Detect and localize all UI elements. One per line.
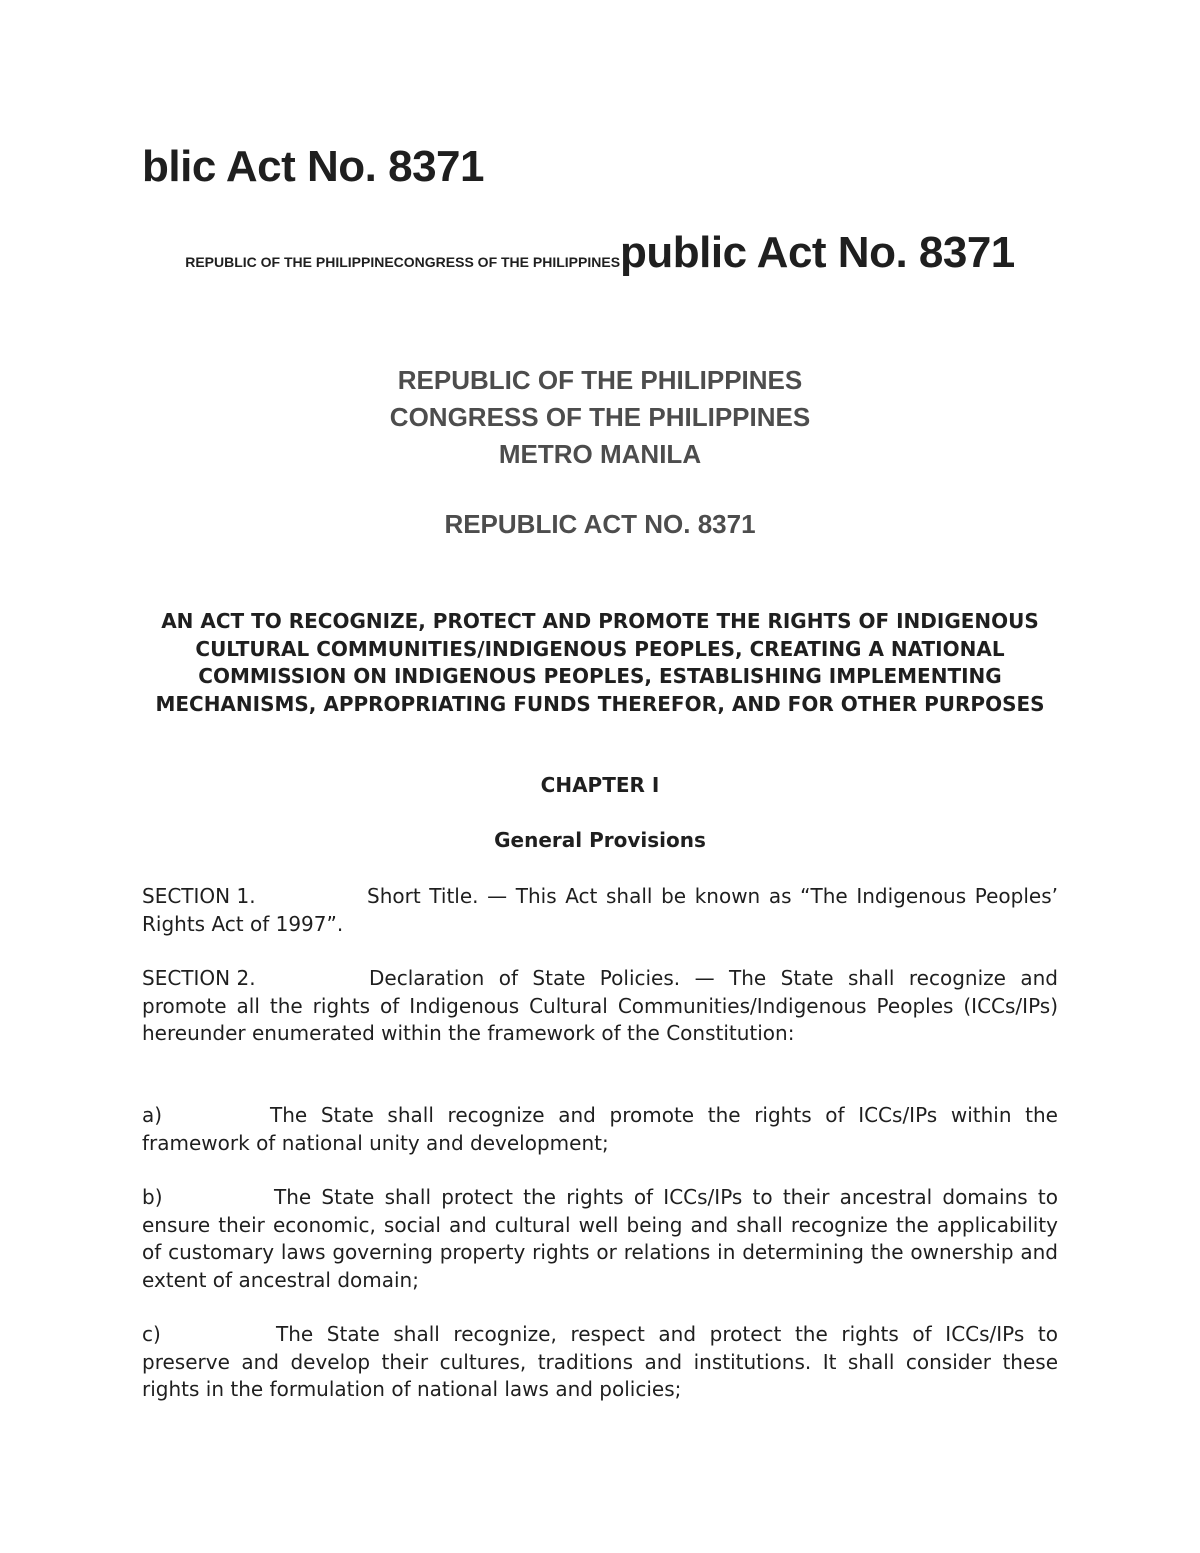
item-text: The State shall recognize and promote the rights of ICCs/IPs within the framework of national unity and development; [142,1103,1058,1155]
policy-item-a [142,1102,1058,1157]
government-block [142,362,1058,473]
policy-item-b [142,1184,1058,1294]
section-text: Short Title. — This Act shall be known as “The Indigenous Peoples’ Rights Act of 1997”. [142,884,1058,936]
government-line-republic: REPUBLIC OF THE PHILIPPINES [397,365,803,395]
policy-item-c [142,1321,1058,1404]
act-title: AN ACT TO RECOGNIZE, PROTECT AND PROMOTE THE RIGHTS OF INDIGENOUS CULTURAL COMMUNITIES/INDIGENOUS PEOPLES, CREATING A NATIONAL COMMISSION ON INDIGENOUS PEOPLES, ESTABLISHING IMPLEMENTING MECHANISMS, APPROPRIATING FUNDS THEREFOR, AND FOR OTHER PURPOSES [155,609,1045,716]
item-text: The State shall protect the rights of ICCs/IPs to their ancestral domains to ensure their economic, social and cultural well being and shall recognize the applicability of customary laws governing property rights or relations in determining the ownership and extent of ancestral domain; [142,1185,1058,1292]
header-run [142,224,1058,292]
item-label: b) [142,1185,163,1209]
government-line-location: METRO MANILA [498,439,702,469]
section-label: SECTION 1. [142,884,256,908]
section-1 [142,883,1058,938]
section-label: SECTION 2. [142,966,256,990]
chapter-subtitle: General Provisions [494,828,706,852]
act-number-heading: REPUBLIC ACT NO. 8371 [444,509,756,539]
item-label: a) [142,1103,163,1127]
item-label: c) [142,1322,161,1346]
section-text: Declaration of State Policies. — The State shall recognize and promote all the rights of Indigenous Cultural Communities/Indigenous Peoples (ICCs/IPs) hereunder enumerated within the framework of the Constitution: [142,966,1058,1045]
section-2 [142,965,1058,1048]
government-line-congress: CONGRESS OF THE PHILIPPINES [389,402,811,432]
chapter-heading: CHAPTER I [540,773,660,797]
header-small-text: REPUBLIC OF THE PHILIPPINECONGRESS OF THE PHILIPPINES [185,254,621,270]
item-text: The State shall recognize, respect and protect the rights of ICCs/IPs to preserve and develop their cultures, traditions and institutions. It shall consider these rights in the formulation of national laws and policies; [142,1322,1058,1401]
document-title-fragment: blic Act No. 8371 [142,142,484,191]
header-large-text: public Act No. 8371 [620,228,1015,277]
